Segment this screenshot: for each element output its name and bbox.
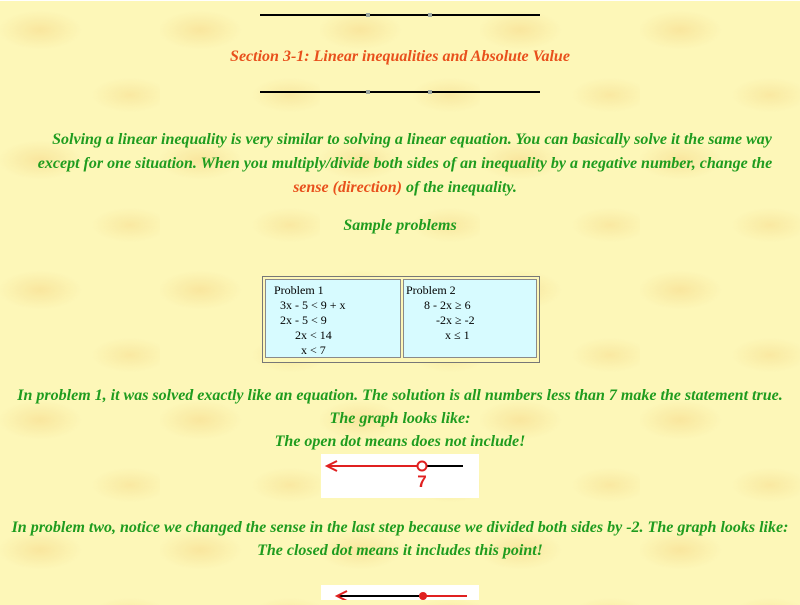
problem2-cell [403, 279, 537, 358]
graph-closed-dot [321, 585, 479, 600]
open-dot-note: The open dot means does not include! [274, 433, 526, 450]
problem1-line: 2x < 14 [274, 328, 332, 342]
explanation-problem2 [5, 516, 795, 562]
problem1-line: 3x - 5 < 9 + x [274, 298, 346, 312]
top-rule [260, 14, 540, 16]
problem1-line: 2x - 5 < 9 [274, 313, 327, 327]
explanation-problem1 [5, 384, 795, 453]
intro-highlight: sense (direction) [293, 179, 402, 196]
page-top-border [0, 0, 800, 1]
intro-text-2: of the inequality. [401, 179, 517, 196]
problem1-cell [265, 279, 401, 358]
closed-dot-icon [419, 592, 427, 600]
sample-problems-heading: Sample problems [343, 217, 457, 234]
intro-text-1: Solving a linear inequality is very similar to solving a linear equation. You can basically solve it the same way except for one situation. When you multiply/divide both sides of an inequality by a negative number, change the [37, 131, 773, 172]
open-dot-icon [418, 462, 427, 471]
problem2-line: x ≤ 1 [406, 328, 470, 342]
problem1-line: x < 7 [274, 343, 326, 357]
problem2-line: 8 - 2x ≥ 6 [406, 298, 471, 312]
problem2-line: -2x ≥ -2 [406, 313, 475, 327]
problem1-heading: Problem 1 [274, 283, 324, 297]
number-line-graph-2 [321, 585, 479, 600]
explanation-problem1-text: In problem 1, it was solved exactly like an equation. The solution is all numbers less than 7 make the statement true. The graph looks like: [17, 387, 783, 427]
title-rule [260, 91, 540, 93]
explanation-problem2-text: In problem two, notice we changed the sense in the last step because we divided both sides by -2. The graph looks like: [11, 519, 789, 536]
section-title: Section 3-1: Linear inequalities and Absolute Value [230, 48, 570, 65]
graph1-label: 7 [417, 472, 427, 491]
problem2-heading: Problem 2 [406, 283, 456, 297]
intro-paragraph [20, 128, 790, 200]
number-line-graph-1 [321, 454, 479, 498]
closed-dot-note: The closed dot means it includes this point! [257, 542, 543, 559]
problems-table [262, 276, 540, 363]
graph-open-dot [321, 454, 479, 498]
